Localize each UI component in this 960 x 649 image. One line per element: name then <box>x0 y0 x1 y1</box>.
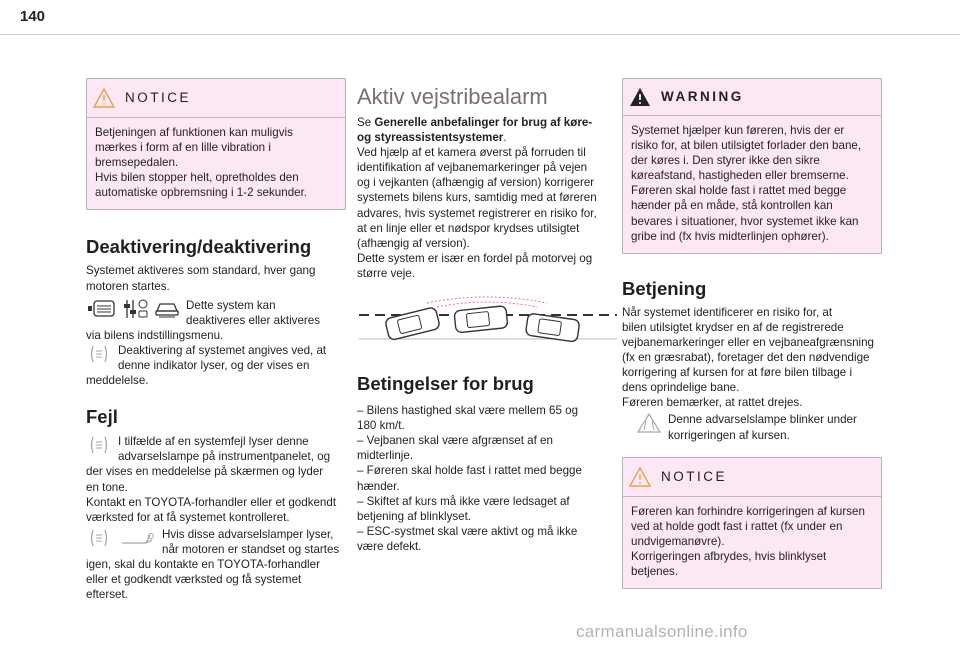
blink-row <box>622 412 882 442</box>
notice-box-2 <box>622 457 882 589</box>
fault-row <box>86 434 346 464</box>
recommendations-link-text: Generelle anbefalinger for brug af køre- og styreassistentsystemer <box>357 116 593 145</box>
vehicle-menu-icon <box>86 298 118 320</box>
indicator-text: Deaktivering af systemet angives ved, at denne indikator lyser, og der vises en <box>118 343 327 373</box>
indicator-text-cont: meddelelse. <box>86 374 149 388</box>
lane-warning-lamp-icon <box>86 343 112 365</box>
notice-triangle-icon <box>629 467 651 487</box>
section-heading-fault: Fejl <box>86 406 118 428</box>
settings-row <box>86 298 346 328</box>
warning-title: WARNING <box>661 89 744 105</box>
section-heading-lane-alert: Aktiv vejstribealarm <box>357 84 548 109</box>
section-heading-operation: Betjening <box>622 277 707 299</box>
settings-text-cont: via bilens indstillingsmenu. <box>86 328 224 342</box>
lane-warning-lamp-icon <box>86 527 112 549</box>
indicator-row <box>86 343 346 373</box>
car-assist-icon <box>154 298 180 320</box>
notice-text: Betjeningen af funktionen kan muligvis mærkes i form af en lille vibration i bremsepedalen. Hvis bilen stopper helt, opretholdes den automatiske opbremsning i 1-2 sekunder. <box>87 117 345 209</box>
notice-title: NOTICE <box>125 90 192 106</box>
section-heading-deactivation: Deaktivering/deaktivering <box>86 236 312 258</box>
notice-title-2: NOTICE <box>661 469 728 485</box>
notice-triangle-icon <box>93 88 115 108</box>
fault-text-2-cont: igen, skal du kontakte en TOYOTA-forhandler eller et godkendt værksted og få systemet efterset. <box>86 557 320 602</box>
conditions-list: – Bilens hastighed skal være mellem 65 og 180 km/t. – Vejbanen skal være afgrænset af en midterlinje. – Føreren skal holde fast i rattet med begge hænder. – Skiftet af kurs må ikke være ledsaget af betjening af blinklyset. – ESC-systmet skal være aktivt og må ikke være defekt. <box>357 404 582 553</box>
settings-text: Dette system kan deaktiveres eller aktiveres <box>186 298 321 327</box>
page-number: 140 <box>20 8 46 25</box>
lane-warning-triangle-icon <box>636 412 662 434</box>
car-shape <box>454 306 508 333</box>
fault-text: I tilfælde af en systemfejl lyser denne advarselslampe på instrumentpanelet, og <box>118 435 331 464</box>
lane-correction-illustration <box>357 291 619 361</box>
column-1 <box>86 78 346 602</box>
warning-box <box>622 78 882 254</box>
blink-text: Denne advarselslampe blinker under korrigeringen af kursen. <box>668 413 857 442</box>
column-2 <box>357 84 617 554</box>
warning-text: Systemet hjælper kun føreren, hvis der er risiko for, at bilen utilsigtet forlader den bane, der køres i. Den styrer ikke den sikre køreafstand, hastigheden eller bremserne. Føreren skal holde fast i rattet med begge hænder på en måde, stå kontrollen kan bevares i situationer, hvor systemet ikke kan gribe ind (fx hvis midterlinjen ophører). <box>623 115 881 253</box>
fault-text-2: Hvis disse advarselslamper lyser, når motoren er standset og startes <box>162 527 340 556</box>
deactivation-intro: Systemet aktiveres som standard, hver gang motoren startes. <box>86 264 316 293</box>
fault-text-cont: der vises en meddelelse på skærmen og lyder en tone. Kontakt en TOYOTA-forhandler eller et godkendt værksted for at få systemet kontrolleret. <box>86 465 337 524</box>
warning-triangle-icon <box>629 87 651 107</box>
car-shape <box>385 307 441 341</box>
column-3 <box>622 78 882 589</box>
car-shape <box>525 313 580 342</box>
notice-text-2: Føreren kan forhindre korrigeringen af kursen ved at holde godt fast i rattet (fx under en undvigemanøvre). Korrigeringen afbrydes, hvis blinklyset betjenes. <box>623 496 881 588</box>
fault-row-2 <box>86 527 346 557</box>
lane-warning-lamp-icon <box>86 434 112 456</box>
service-wrench-icon <box>116 527 156 549</box>
settings-sliders-icon <box>122 298 150 320</box>
top-rule <box>0 34 960 35</box>
footer-watermark: carmanualsonline.info <box>576 622 748 641</box>
notice-box <box>86 78 346 210</box>
section-heading-conditions: Betingelser for brug <box>357 373 534 395</box>
see-recommendations: Se Generelle anbefalinger for brug af køre- og styreassistentsystemer. <box>357 116 593 145</box>
lane-alert-body: Ved hjælp af et kamera øverst på forruden til identifikation af vejbanemarkeringer på vejen og i vejkanten (afhængig af version) korrigerer systemets bilens kurs, samtidig med at føreren advares, hvis systemet registrerer en risiko for, at en linje eller et nødspor krydses utilsigtet (afhængig af version). Dette system er især en fordel på motorvej og større veje. <box>357 146 597 280</box>
operation-body: Når systemet identificerer en risiko for, at bilen utilsigtet krydser en af de registrerede vejbanemarkeringer eller en vejbaneafgrænsning (fx en græsrabat), foretager det den nødvendige korrigering af kursen for at føre bilen tilbage i dens oprindelige bane. Føreren bemærker, at rattet drejes. <box>622 305 874 410</box>
